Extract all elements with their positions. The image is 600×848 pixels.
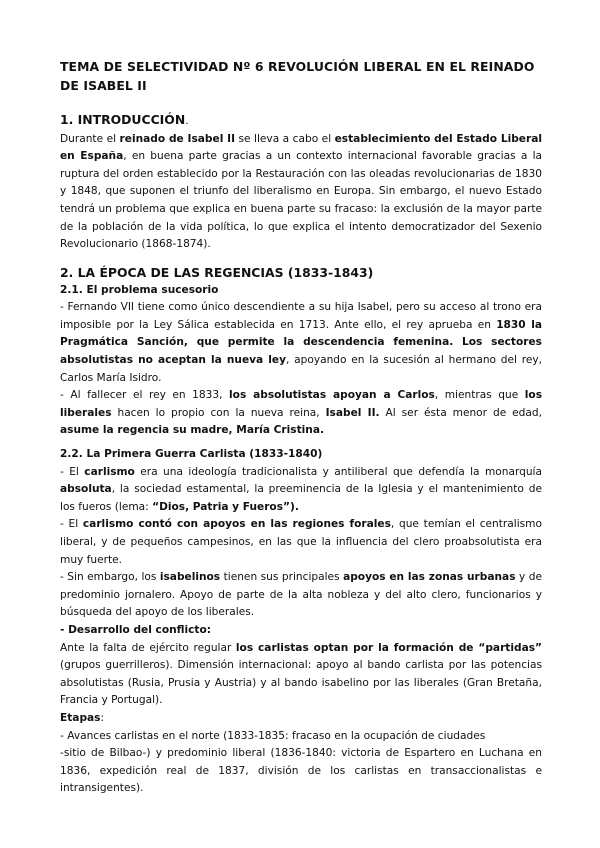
stages-heading: Etapas: [60, 711, 101, 724]
paragraph: - El carlismo contó con apoyos en las regiones forales, que temían el centralismo liberal, y de pequeños campesinos, en las que la influencia del clero proabsolutista era muy fuerte.: [60, 518, 542, 566]
paragraph: - Sin embargo, los isabelinos tienen sus principales apoyos en las zonas urbanas y de predominio jornalero. Apoyo de parte de la alta nobleza y del alto clero, funcionarios y búsqueda del apoyo de los liberales.: [60, 571, 542, 619]
paragraph: - Al fallecer el rey en 1833, los absolutistas apoyan a Carlos, mientras que los liberales hacen lo propio con la nueva reina, Isabel II. Al ser ésta menor de edad, asume la regencia su madre, María Cristina.: [60, 389, 543, 437]
paragraph: Durante el reinado de Isabel II se lleva a cabo el establecimiento del Estado Liberal en España, en buena parte gracias a un contexto internacional favorable gracias a la ruptura del orden establecido por la Restauración con las oleadas revolucionarias de 1830 y 1848, que suponen el triunfo del liberalismo en Europa. Sin embargo, el nuevo Estado tendrá un problema que explica en buena parte su fracaso: la exclusión de la mayor parte de la población de la vida política, lo que explica el intento democratizador del Sexenio Revolucionario (1868-1874).: [60, 132, 542, 251]
paragraph: -sitio de Bilbao-) y predominio liberal (1836-1840: victoria de Espartero en Luchana en 1836, expedición real de 1837, división de los carlistas en transaccionalistas e intransigentes).: [60, 747, 542, 795]
paragraph: - Avances carlistas en el norte (1833-1835: fracaso en la ocupación de ciudades: [60, 729, 486, 742]
subsection-heading: 2.2. La Primera Guerra Carlista (1833-1840): [60, 448, 323, 460]
section-heading: 1. INTRODUCCIÓN: [60, 112, 186, 127]
subsection-heading: 2.1. El problema sucesorio: [60, 283, 219, 296]
paragraph: - El carlismo era una ideología tradicionalista y antiliberal que defendía la monarquía absoluta, la sociedad estamental, la preeminencia de la Iglesia y el mantenimiento de los fueros (lema: “Dios, Patria y Fueros”).: [60, 465, 542, 513]
paragraph: - Fernando VII tiene como único descendiente a su hija Isabel, pero su acceso al trono era imposible por la Ley Sálica establecida en 1713. Ante ello, el rey aprueba en 1830 la Pragmática Sanción, que permite la descendencia femenina. Los sectores absolutistas no aceptan la nueva ley, apoyando en la sucesión al hermano del rey, Carlos María Isidro.: [60, 301, 543, 384]
subsection-heading: - Desarrollo del conflicto:: [60, 623, 212, 636]
section-heading: 2. LA ÉPOCA DE LAS REGENCIAS (1833-1843): [60, 265, 374, 280]
heading-dot: .: [185, 115, 189, 127]
section-primera-guerra-carlista: 2.2. La Primera Guerra Carlista (1833-1840) - El carlismo era una ideología tradicionalista y antiliberal que defendía la monarquía absoluta, la sociedad estamental, la preeminencia de la Iglesia y el mantenimiento de los fueros (lema: “Dios, Patria y Fueros”). - El carlismo contó con apoyos en las regiones forales, que temían el centralismo liberal, y de pequeños campesinos, en las que la influencia del clero proabsolutista era muy fuerte. - Sin embargo, los isabelinos tienen sus principales apoyos en las zonas urbanas y de predominio jornalero. Apoyo de parte de la alta nobleza y del alto clero, funcionarios y búsqueda del apoyo de los liberales. - Desarrollo del conflicto: Ante la falta de ejército regular los carlistas optan por la formación de “partidas” (grupos guerrilleros). Dimensión internacional: apoyo al bando carlista por las potencias absolutistas (Rusia, Prusia y Austria) y al bando isabelino por las liberales (Gran Bretaña, Francia y Portugal). Etapas: - Avances carlistas en el norte (1833-1835: fracaso en la ocupación de ciudades -sitio de Bilbao-) y predominio liberal (1836-1840: victoria de Espartero en Luchana en 1836, expedición real de 1837, división de los carlistas en transaccionalistas e intransigentes).: [60, 446, 542, 798]
document-title: TEMA DE SELECTIVIDAD Nº 6 REVOLUCIÓN LIBERAL EN EL REINADO DE ISABEL II: [60, 59, 535, 93]
paragraph: Ante la falta de ejército regular los carlistas optan por la formación de “partidas” (grupos guerrilleros). Dimensión internacional: apoyo al bando carlista por las potencias absolutistas (Rusia, Prusia y Austria) y al bando isabelino por las liberales (Gran Bretaña, Francia y Portugal).: [60, 641, 543, 707]
section-regencias: [60, 264, 542, 440]
section-introduction: [60, 111, 542, 254]
